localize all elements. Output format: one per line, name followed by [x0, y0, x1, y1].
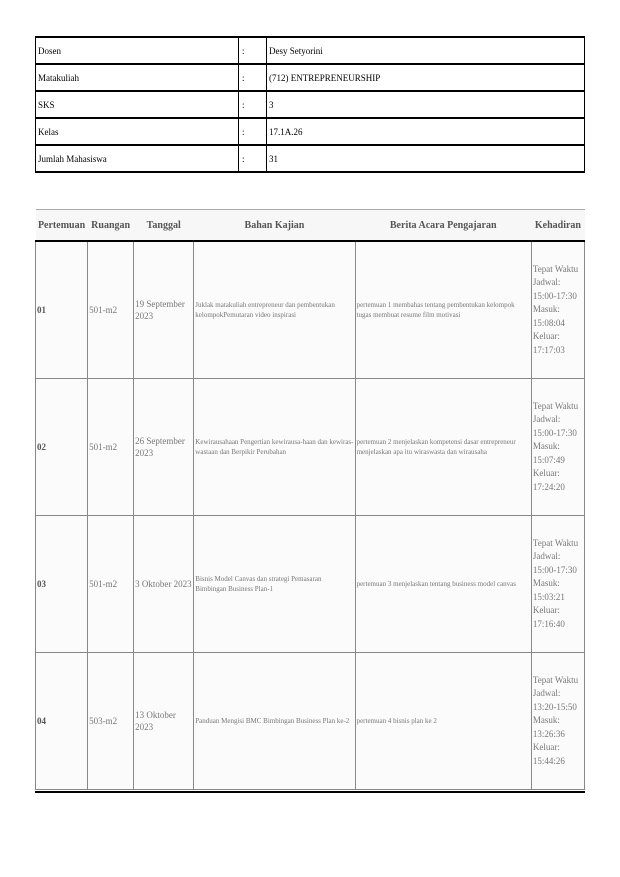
cell-kehadiran: Tepat Waktu Jadwal: 15:00-17:30 Masuk: 15:07:49 Keluar: 17:24:20	[531, 379, 584, 516]
info-separator: :	[239, 118, 267, 145]
header-bahan-kajian: Bahan Kajian	[194, 210, 355, 242]
header-kehadiran: Kehadiran	[531, 210, 584, 242]
info-row-matakuliah	[36, 64, 585, 91]
cell-kehadiran: Tepat Waktu Jadwal: 13:20-15:50 Masuk: 13:26:36 Keluar: 15:44:26	[531, 653, 584, 790]
cell-ruangan: 501-m2	[88, 516, 134, 653]
info-label: SKS	[36, 91, 239, 118]
info-label: Jumlah Mahasiswa	[36, 145, 239, 172]
info-row-sks	[36, 91, 585, 118]
header-ruangan: Ruangan	[88, 210, 134, 242]
cell-tanggal: 26 September 2023	[134, 379, 194, 516]
table-row	[36, 379, 585, 516]
header-berita-acara: Berita Acara Pengajaran	[355, 210, 531, 242]
cell-berita-acara: pertemuan 1 membahas tentang pembentukan kelompok tugas membuat resume film motivasi	[355, 241, 531, 379]
attendance-table	[35, 209, 585, 790]
cell-bahan-kajian: Panduan Mengisi BMC Bimbingan Business Plan ke-2	[194, 653, 355, 790]
info-row-dosen	[36, 37, 585, 64]
cell-ruangan: 501-m2	[88, 241, 134, 379]
info-value: (712) ENTREPRENEURSHIP	[267, 64, 585, 91]
info-value: 3	[267, 91, 585, 118]
info-separator: :	[239, 91, 267, 118]
cell-berita-acara: pertemuan 2 menjelaskan kompetensi dasar entrepreneur menjelaskan apa itu wiraswasta dan wirausaha	[355, 379, 531, 516]
header-tanggal: Tanggal	[134, 210, 194, 242]
cell-pertemuan: 02	[36, 379, 88, 516]
cell-kehadiran: Tepat Waktu Jadwal: 15:00-17:30 Masuk: 15:03:21 Keluar: 17:16:40	[531, 516, 584, 653]
cell-kehadiran: Tepat Waktu Jadwal: 15:00-17:30 Masuk: 15:08:04 Keluar: 17:17:03	[531, 241, 584, 379]
info-row-jumlah-mahasiswa	[36, 145, 585, 172]
info-separator: :	[239, 145, 267, 172]
cell-pertemuan: 04	[36, 653, 88, 790]
cell-bahan-kajian: Juklak matakuliah entrepreneur dan pembentukan kelompokPemutaran video inspirasi	[194, 241, 355, 379]
course-info-table	[35, 36, 585, 173]
table-row	[36, 516, 585, 653]
cell-tanggal: 3 Oktober 2023	[134, 516, 194, 653]
cell-ruangan: 501-m2	[88, 379, 134, 516]
table-header-row	[36, 210, 585, 242]
cell-berita-acara: pertemuan 3 menjelaskan tentang business model canvas	[355, 516, 531, 653]
info-label: Dosen	[36, 37, 239, 64]
table-row	[36, 241, 585, 379]
info-value: 31	[267, 145, 585, 172]
info-label: Matakuliah	[36, 64, 239, 91]
cell-berita-acara: pertemuan 4 bisnis plan ke 2	[355, 653, 531, 790]
cell-tanggal: 13 Oktober 2023	[134, 653, 194, 790]
cell-pertemuan: 03	[36, 516, 88, 653]
table-row	[36, 653, 585, 790]
cell-ruangan: 503-m2	[88, 653, 134, 790]
cell-bahan-kajian: Bisnis Model Canvas dan strategi Pemasaran Bimbingan Business Plan-1	[194, 516, 355, 653]
info-value: Desy Setyorini	[267, 37, 585, 64]
info-row-kelas	[36, 118, 585, 145]
info-value: 17.1A.26	[267, 118, 585, 145]
info-separator: :	[239, 64, 267, 91]
info-separator: :	[239, 37, 267, 64]
cell-bahan-kajian: Kewirausahaan Pengertian kewirausa-haan dan kewiras-wastaan dan Berpikir Perubahan	[194, 379, 355, 516]
table-bottom-border	[35, 791, 585, 793]
cell-pertemuan: 01	[36, 241, 88, 379]
info-label: Kelas	[36, 118, 239, 145]
cell-tanggal: 19 September 2023	[134, 241, 194, 379]
header-pertemuan: Pertemuan	[36, 210, 88, 242]
